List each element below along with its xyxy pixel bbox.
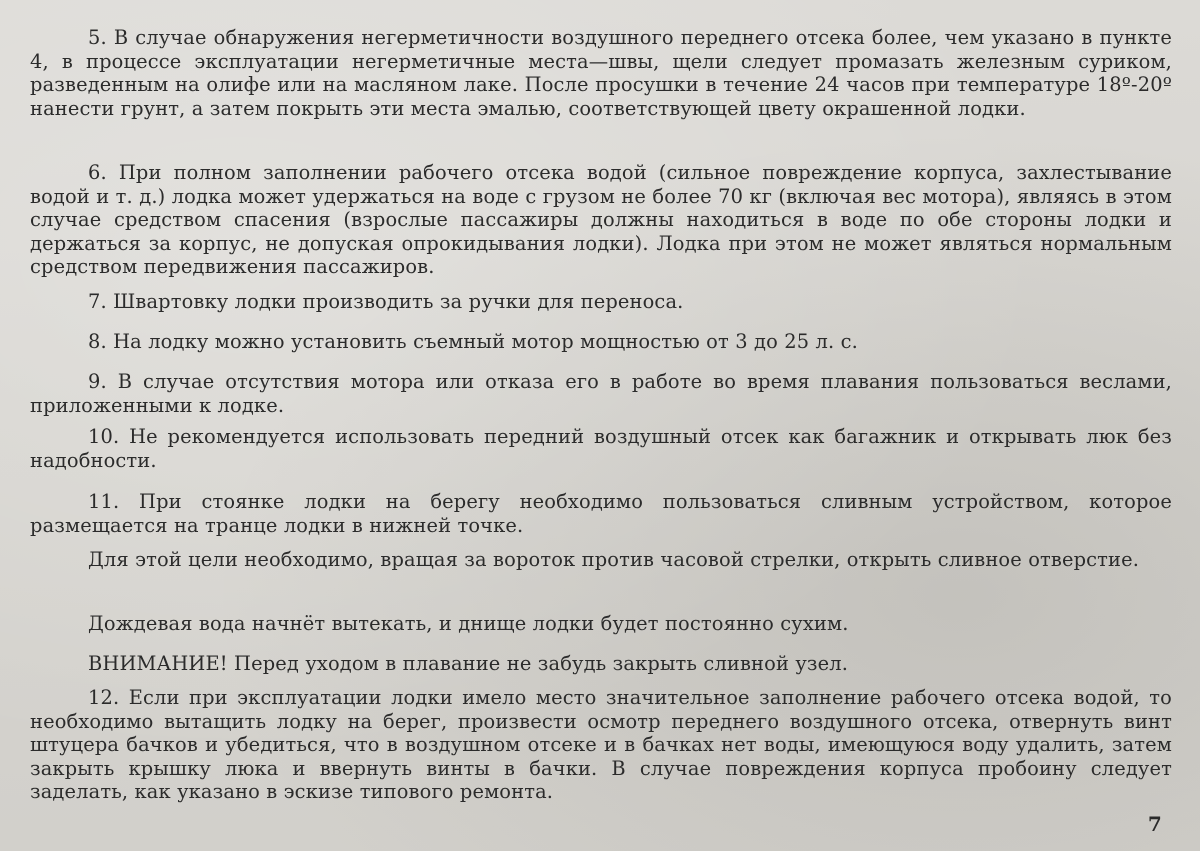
paragraph-rain-water: Дождевая вода начнёт вытекать, и днище лодки будет постоянно сухим. — [88, 612, 849, 635]
paragraph-6: 6. При полном заполнении рабочего отсека водой (сильное повреждение корпуса, захлестывание водой и т. д.) лодка может удержаться на воде с грузом не более 70 кг (включая вес мотора), являясь в этом случае средством спасения (взрослые пассажиры должны находиться в воде по обе стороны лодки и держаться за корпус, не допуская опрокидывания лодки). Лодка при этом не может являться нормальным средством передвижения пассажиров. — [30, 161, 1172, 279]
page-number: 7 — [1147, 812, 1162, 837]
paragraph-attention: ВНИМАНИЕ! Перед уходом в плавание не забудь закрыть сливной узел. — [88, 652, 849, 675]
paragraph-12: 12. Если при эксплуатации лодки имело место значительное заполнение рабочего отсека водой, то необходимо вытащить лодку на берег, произвести осмотр переднего воздушного отсека, отвернуть винт штуцера бачков и убедиться, что в воздушном отсеке и в бачках нет воды, имеющуюся воду удалить, затем закрыть крышку люка и ввернуть винты в бачки. В случае повреждения корпуса пробоину следует заделать, как указано в эскизе типового ремонта. — [30, 686, 1172, 804]
paragraph-10: 10. Не рекомендуется использовать передний воздушный отсек как багажник и открывать люк без надобности. — [30, 425, 1172, 472]
paragraph-drain-purpose: Для этой цели необходимо, вращая за вороток против часовой стрелки, открыть сливное отверстие. — [88, 548, 1140, 571]
paragraph-9: 9. В случае отсутствия мотора или отказа его в работе во время плавания пользоваться веслами, приложенными к лодке. — [30, 370, 1172, 417]
paragraph-8: 8. На лодку можно установить съемный мотор мощностью от 3 до 25 л. с. — [88, 330, 858, 353]
paragraph-11: 11. При стоянке лодки на берегу необходимо пользоваться сливным устройством, которое размещается на транце лодки в нижней точке. — [30, 490, 1172, 537]
paragraph-5: 5. В случае обнаружения негерметичности воздушного переднего отсека более, чем указано в пункте 4, в процессе эксплуатации негерметичные места—швы, щели следует промазать железным суриком, разведенным на олифе или на масляном лаке. После просушки в течение 24 часов при температуре 18º-20º нанести грунт, а затем покрыть эти места эмалью, соответствующей цвету окрашенной лодки. — [30, 26, 1172, 120]
paragraph-7: 7. Швартовку лодки производить за ручки для переноса. — [88, 290, 684, 313]
